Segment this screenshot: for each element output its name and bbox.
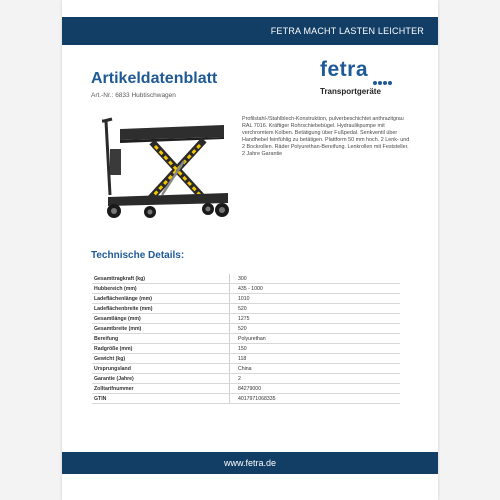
spec-value: 84279000 [230,384,401,394]
spec-value: 118 [230,354,401,364]
technical-details-heading: Technische Details: [91,250,185,261]
header-slogan: FETRA MACHT LASTEN LEICHTER [270,26,424,36]
spec-label: Hubbereich (mm) [92,284,230,294]
spec-label: Bereifung [92,334,230,344]
spec-value: 1010 [230,294,401,304]
spec-label: Ladeflächenlänge (mm) [92,294,230,304]
spec-label: Zolltarifnummer [92,384,230,394]
spec-label: Gewicht (kg) [92,354,230,364]
spec-value: 435 - 1000 [230,284,401,294]
spec-row [92,334,400,344]
spec-label: GTIN [92,394,230,404]
brand-subtitle: Transportgeräte [320,87,381,96]
spec-label: Ladeflächenbreite (mm) [92,304,230,314]
spec-label: Gesamtlänge (mm) [92,314,230,324]
spec-label: Radgröße (mm) [92,344,230,354]
spec-row [92,364,400,374]
spec-value: Polyurethan [230,334,401,344]
footer-bar [62,452,438,474]
spec-row [92,354,400,364]
spec-value: 300 [230,274,401,284]
spec-row [92,344,400,354]
spec-table [92,274,400,404]
spec-value: 520 [230,324,401,334]
spec-label: Ursprungsland [92,364,230,374]
page-title: Artikeldatenblatt [91,70,218,87]
product-description: Profilstahl-/Stahlblech-Konstruktion, pulverbeschichtet anthrazitgrau RAL 7016. Kräftiger Rohrschiebebügel. Hydraulikpumpe mit verchromtem Kolben. Betätigung über Fußpedal. Senkventil über Handhebel feinfühlig zu betätigen. Plattform 50 mm hoch. 2 Lenk- und 2 Bockrollen. Räder Polyurethan-Bereifung. Lenkrollen mit Feststeller. 2 Jahre Garantie [242,116,410,157]
product-image [92,115,232,220]
header-bar [62,17,438,45]
spec-value: 4017971068335 [230,394,401,404]
article-number: Art.-Nr.: 6833 Hubtischwagen [91,92,176,99]
spec-row [92,274,400,284]
spec-value: 520 [230,304,401,314]
spec-label: Gesamtbreite (mm) [92,324,230,334]
spec-row [92,384,400,394]
spec-row [92,324,400,334]
logo-wordmark: fetra [320,58,369,81]
spec-row [92,304,400,314]
spec-value: 1275 [230,314,401,324]
footer-url[interactable]: www.fetra.de [223,458,277,468]
spec-value: 150 [230,344,401,354]
spec-row [92,394,400,404]
spec-row [92,374,400,384]
spec-label: Gesamttragkraft (kg) [92,274,230,284]
datasheet-page [62,0,438,500]
spec-value: 2 [230,374,401,384]
spec-row [92,294,400,304]
spec-row [92,314,400,324]
spec-label: Garantie (Jahre) [92,374,230,384]
spec-value: China [230,364,401,374]
spec-row [92,284,400,294]
